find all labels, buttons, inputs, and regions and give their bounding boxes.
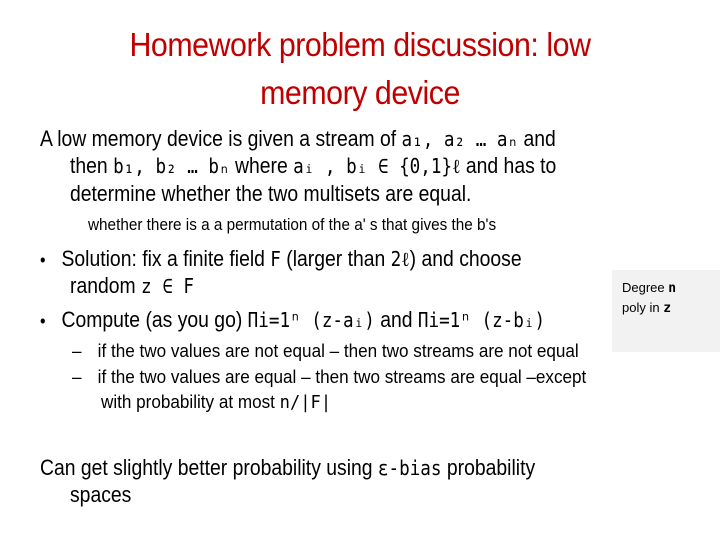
- field-size: 2ℓ: [390, 247, 410, 271]
- footer-text: probability: [441, 455, 536, 480]
- intro-text: and has to: [460, 153, 557, 178]
- bullet-solution: [40, 246, 522, 272]
- bullet-text: ) and choose: [409, 246, 522, 271]
- subbullet-not-equal: [72, 341, 579, 362]
- a-sequence: a₁, a₂ … aₙ: [401, 127, 519, 151]
- intro-text: A low memory device is given a stream of: [40, 126, 402, 151]
- bullet-marker: •: [40, 250, 46, 270]
- slide-title-line-1: Homework problem discussion: low: [129, 26, 591, 63]
- product-b: Πi=1ⁿ (z-bᵢ): [417, 308, 546, 332]
- subbullet-equal: [72, 367, 586, 388]
- slide-title-line-2: memory device: [260, 74, 460, 111]
- footer-line-1: [40, 455, 535, 481]
- bullet-text: and: [374, 307, 418, 332]
- probability-bound: n/|F|: [279, 392, 332, 413]
- footer-text: Can get slightly better probability using: [40, 455, 378, 480]
- bullet-text: Compute (as you go): [61, 307, 248, 332]
- random-z: z ∈ F: [141, 274, 195, 298]
- dash-marker: –: [72, 341, 82, 361]
- footer-line-2: spaces: [70, 482, 132, 507]
- degree-note-line-1: Degree n: [622, 280, 677, 296]
- subbullet-text: if the two values are equal – then two streams are equal –except: [97, 367, 587, 387]
- b-sequence: b₁, b₂ … bₙ: [113, 154, 230, 178]
- intro-line-3: determine whether the two multisets are equal.: [70, 181, 472, 206]
- degree-note-box: [612, 270, 720, 352]
- bullet-solution-line-2: [70, 273, 194, 299]
- product-a: Πi=1ⁿ (z-aᵢ): [247, 308, 375, 332]
- intro-text: where: [229, 153, 294, 178]
- bullet-text: random: [70, 273, 142, 298]
- field-symbol: F: [270, 247, 281, 271]
- epsilon-bias: ε-bias: [377, 456, 442, 480]
- intro-text: and: [518, 126, 556, 151]
- bullet-marker: •: [40, 311, 46, 331]
- bullet-text: (larger than: [280, 246, 391, 271]
- intro-line-1: [40, 126, 556, 152]
- permutation-note: whether there is a a permutation of the a' s that gives the b's: [88, 215, 497, 234]
- intro-line-2: [70, 153, 556, 179]
- degree-note-line-2: poly in z: [622, 300, 672, 316]
- bullet-compute: [40, 307, 545, 333]
- dash-marker: –: [72, 367, 82, 387]
- set-membership: aᵢ , bᵢ ∈ {0,1}ℓ: [293, 154, 461, 178]
- intro-text: then: [70, 153, 114, 178]
- subbullet-text: with probability at most: [101, 392, 280, 412]
- bullet-text: Solution: fix a finite field: [61, 246, 271, 271]
- subbullet-continuation: [101, 392, 331, 413]
- subbullet-text: if the two values are not equal – then two streams are not equal: [97, 341, 579, 361]
